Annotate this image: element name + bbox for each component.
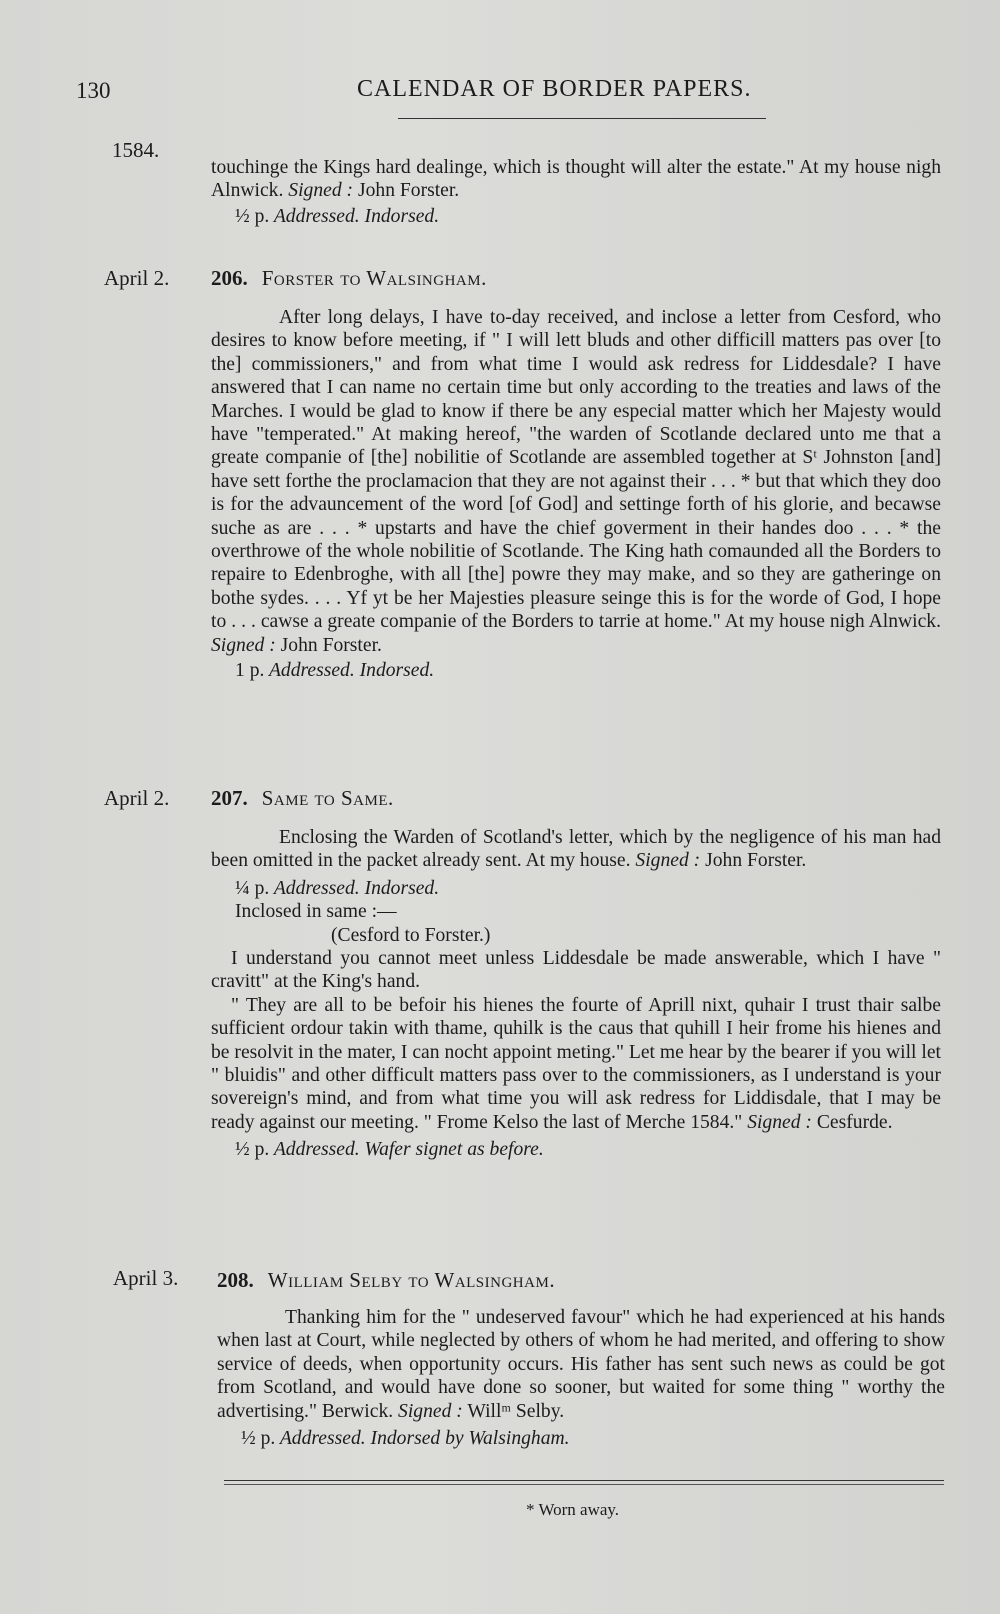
signed-label: Signed : [288, 180, 354, 202]
enclosure-paragraph: I understand you cannot meet unless Liddesdale be made answerable, which I have " cravitt" at the King's hand. [211, 948, 941, 993]
running-title: CALENDAR OF BORDER PAPERS. [357, 76, 752, 102]
signed-label: Signed : [747, 1111, 812, 1133]
footnote-rule [224, 1484, 944, 1485]
signed-name: Willᵐ Selby. [467, 1400, 565, 1422]
entry-paragraph: After long delays, I have to-day received, and inclose a letter from Cesford, who desires to know before meeting, if " I will lett bluds and other difficill matters pas over [to the] commissioners," and from what time I would ask redress for Liddesdale? I have answered that I can name no certain time but only according to the treaties and laws of the Marches. I would be glad to know if there be any especial matter which her Majesty would have "temperated." At making hereof, "the warden of Scotlande declared unto me that a greate companie of [the] nobilitie of Scotlande are assembled together at Sᵗ Johnston [and] have sett forthe the proclamacion that they are not against their . . . * but that which they doo is for the advauncement of the word [of God] and settinge forth of his glorie, and becawse suche as are . . . * upstarts and have the chief goverment in their handes doo . . . * the overthrowe of the whole nobilitie of Scotlande. The King hath comaunded all the Borders to repaire to Edenbroghe, with all [the] powre they may make, and so they are gatheringe on bothe sydes. . . . Yf yt be her Majesties pleasure seinge this is for the worde of God, I hope to . . . cawse a greate companie of the Borders to tarrie at home." At my house nigh Alnwick. Signed : John Forster. [211, 307, 941, 656]
continuation-block [211, 156, 941, 228]
enclosure-paragraph: " They are all to be befoir his hienes the fourte of Aprill nixt, quhair I trust thair salbe sufficient ordour takin with thame, quhilk is the caus that quhill I heir frome his hienes and be resolvit in the mater, I can nocht appoint meting." Let me hear by the bearer if you will let " bluidis" and other difficult matters pass over to the commissioners, as I understand is your sovereign's mind, and from what time you will ask redress for Liddisdale, that I may be ready against our meeting. " Frome Kelso the last of Merche 1584." Signed : Cesfurde. [211, 994, 941, 1133]
entry-paragraph: Thanking him for the " undeserved favour" which he had experienced at his hands when last at Court, while neglected by others of whom he had merited, and offering to show service of deeds, when opportunity occurs. His father has sent such news as could be got from Scotland, and would have done so sooner, but waited for some thing " worthy the advertising." Berwick. Signed : Willᵐ Selby. [217, 1307, 945, 1422]
header-rule [398, 118, 766, 119]
entry-body [217, 1306, 945, 1450]
year-label: 1584. [112, 138, 160, 162]
entry-number: 207. [211, 786, 248, 810]
entry-paragraph: Enclosing the Warden of Scotland's letter, which by the negligence of his man had been omitted in the packet already sent. At my house. Signed : John Forster. [211, 827, 941, 872]
signed-name: John Forster. [705, 850, 807, 872]
signed-label: Signed : [635, 850, 701, 872]
footnote-rule [224, 1480, 944, 1481]
entry-title: Forster to Walsingham. [261, 266, 487, 290]
page-header [0, 72, 1000, 112]
signed-name: John Forster. [357, 180, 460, 202]
footnote: * Worn away. [526, 1500, 620, 1519]
signed-label: Signed : [398, 1400, 463, 1422]
entry-meta: ½ p. Addressed. Indorsed by Walsingham. [241, 1428, 570, 1450]
signed-name: Cesfurde. [816, 1111, 893, 1133]
entry-heading [217, 1268, 555, 1293]
entry-date: April 3. [113, 1266, 179, 1290]
entry-number: 206. [211, 266, 248, 290]
entry-heading [211, 786, 394, 811]
entry-meta: ¼ p. Addressed. Indorsed. [235, 877, 440, 899]
entry-title: Same to Same. [261, 786, 394, 810]
enclosure-meta: ½ p. Addressed. Wafer signet as before. [235, 1139, 544, 1161]
entry-title: William Selby to Walsingham. [267, 1268, 556, 1292]
entry-number: 208. [217, 1268, 254, 1292]
continuation-text: touchinge the Kings hard dealinge, which is thought will alter the estate." At my house nigh Alnwick. Signed : John Forster. [211, 157, 941, 202]
entry-body [211, 306, 941, 683]
entry-heading [211, 266, 487, 291]
signed-label: Signed : [211, 634, 276, 656]
entry-date: April 2. [104, 266, 170, 290]
entry-body [211, 826, 941, 1162]
entry-date: April 2. [104, 786, 170, 810]
entry-meta: 1 p. Addressed. Indorsed. [235, 660, 435, 682]
signed-name: John Forster. [280, 634, 382, 656]
enclosure-heading: (Cesford to Forster.) [331, 924, 491, 946]
continuation-meta: ½ p. Addressed. Indorsed. [235, 205, 440, 227]
inclosed-line: Inclosed in same :— [235, 901, 397, 923]
page-number: 130 [76, 78, 111, 103]
